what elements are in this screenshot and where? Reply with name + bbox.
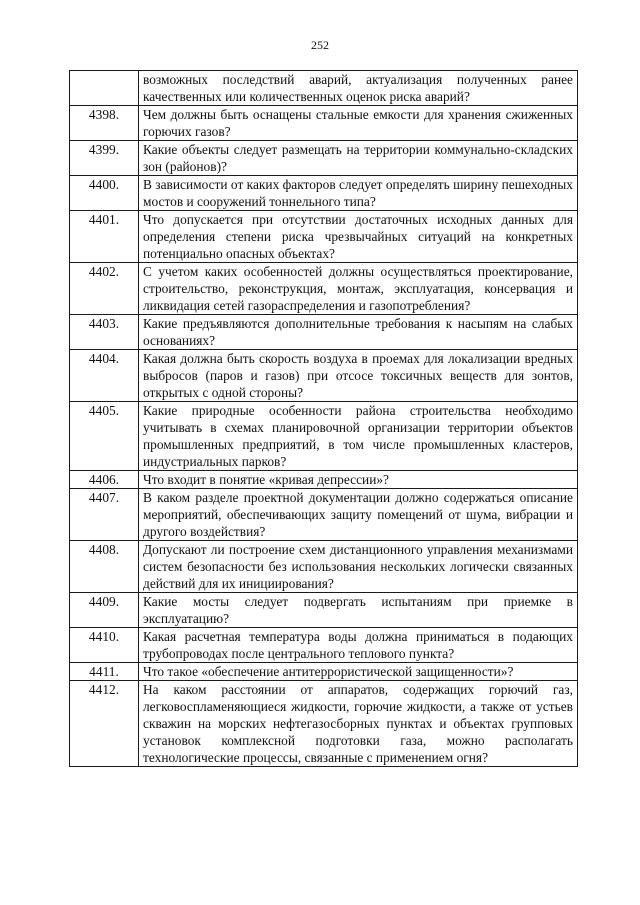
question-text: На каком расстоянии от аппаратов, содержащих горючий газ, легковоспламеняющиеся жидкости, горючие жидкости, а также от устьев скважин на морских нефтегазосборных пунктах и объектах групповых установок комплексной подготовки газа, можно располагать технологические процессы, связанные с применением огня? (139, 681, 578, 767)
question-number: 4403. (70, 315, 139, 350)
page-number: 252 (311, 38, 329, 52)
question-number: 4398. (70, 106, 139, 141)
question-text: Допускают ли построение схем дистанционного управления механизмами систем безопасности без использования нескольких логически связанных действий для их инициирования? (139, 541, 578, 593)
question-number: 4410. (70, 628, 139, 663)
question-number: 4409. (70, 593, 139, 628)
table-row (70, 489, 578, 541)
question-number: 4401. (70, 211, 139, 263)
question-number: 4407. (70, 489, 139, 541)
question-text: Какие природные особенности района строительства необходимо учитывать в схемах планировочной организации территории объектов промышленных предприятий, в том числе промышленных кластеров, индустриальных парков? (139, 402, 578, 471)
question-number: 4412. (70, 681, 139, 767)
table-row (70, 141, 578, 176)
question-number: 4399. (70, 141, 139, 176)
table-row (70, 593, 578, 628)
question-number: 4404. (70, 350, 139, 402)
table-row (70, 263, 578, 315)
table-row (70, 471, 578, 489)
question-number: 4400. (70, 176, 139, 211)
question-number: 4406. (70, 471, 139, 489)
question-text: Что допускается при отсутствии достаточных исходных данных для определения степени риска чрезвычайных ситуаций на конкретных потенциально опасных объектах? (139, 211, 578, 263)
question-text: Какие мосты следует подвергать испытаниям при приемке в эксплуатацию? (139, 593, 578, 628)
table-row (70, 541, 578, 593)
question-text: Какие предъявляются дополнительные требования к насыпям на слабых основаниях? (139, 315, 578, 350)
table-row (70, 663, 578, 681)
question-text: Какая расчетная температура воды должна приниматься в подающих трубопроводах после центрального теплового пункта? (139, 628, 578, 663)
question-text: С учетом каких особенностей должны осуществляться проектирование, строительство, реконструкция, монтаж, эксплуатация, консервация и ликвидация сетей газораспределения и газопотребления? (139, 263, 578, 315)
question-number: 4405. (70, 402, 139, 471)
question-text: В зависимости от каких факторов следует определять ширину пешеходных мостов и сооружений тоннельного типа? (139, 176, 578, 211)
question-number: 4411. (70, 663, 139, 681)
table-row (70, 402, 578, 471)
question-text: Чем должны быть оснащены стальные емкости для хранения сжиженных горючих газов? (139, 106, 578, 141)
table-row (70, 106, 578, 141)
table-row (70, 681, 578, 767)
question-text: Какая должна быть скорость воздуха в проемах для локализации вредных выбросов (паров и газов) при отсосе токсичных веществ для зонтов, открытых с одной стороны? (139, 350, 578, 402)
questions-table (69, 70, 578, 767)
question-text: Что такое «обеспечение антитеррористической защищенности»? (139, 663, 578, 681)
question-number (70, 71, 139, 106)
table-row (70, 71, 578, 106)
question-number: 4402. (70, 263, 139, 315)
table-row (70, 315, 578, 350)
question-text: Что входит в понятие «кривая депрессии»? (139, 471, 578, 489)
question-text: Какие объекты следует размещать на территории коммунально-складских зон (районов)? (139, 141, 578, 176)
question-text: В каком разделе проектной документации должно содержаться описание мероприятий, обеспечивающих защиту помещений от шума, вибрации и другого воздействия? (139, 489, 578, 541)
question-text: возможных последствий аварий, актуализация полученных ранее качественных или количественных оценок риска аварий? (139, 71, 578, 106)
table-row (70, 628, 578, 663)
table-row (70, 176, 578, 211)
question-number: 4408. (70, 541, 139, 593)
table-row (70, 350, 578, 402)
table-row (70, 211, 578, 263)
questions-table-body (70, 71, 578, 767)
